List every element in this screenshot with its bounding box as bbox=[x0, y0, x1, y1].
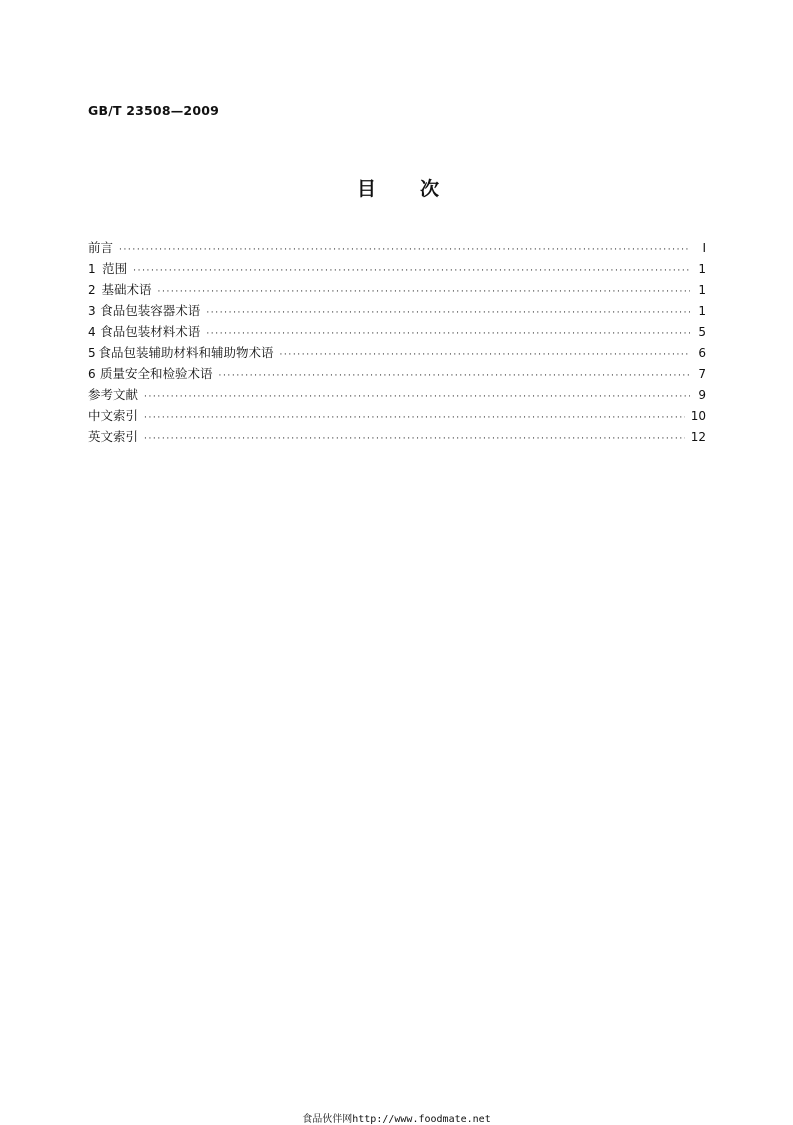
toc-leader-dots bbox=[219, 366, 691, 387]
toc-entry-label: 中文索引 bbox=[88, 408, 139, 423]
toc-entry-foreword[interactable] bbox=[88, 237, 706, 258]
toc-entry-page: 12 bbox=[690, 430, 706, 444]
toc-entry-page: 9 bbox=[698, 388, 706, 402]
toc-entry-label: 质量安全和检验术语 bbox=[99, 366, 213, 381]
toc-entry-label: 基础术语 bbox=[101, 282, 152, 297]
toc-entry-label: 食品包装容器术语 bbox=[100, 303, 201, 318]
toc-entry-scope[interactable] bbox=[88, 258, 706, 279]
toc-entry-label: 前言 bbox=[88, 240, 114, 255]
page-title-char-2: 次 bbox=[420, 178, 440, 200]
toc-entry-label: 英文索引 bbox=[88, 429, 139, 444]
toc-leader-dots bbox=[144, 387, 690, 408]
toc-entry-page: 1 bbox=[698, 304, 706, 318]
toc-entry-bibliography[interactable] bbox=[88, 384, 706, 405]
toc-entry-page: 10 bbox=[690, 409, 706, 423]
page-title bbox=[357, 174, 439, 201]
toc-entry-english-index[interactable] bbox=[88, 426, 706, 447]
toc-entry-label: 食品包装辅助材料和辅助物术语 bbox=[98, 345, 274, 360]
toc-entry-quality-terms[interactable] bbox=[88, 363, 706, 384]
toc-leader-dots bbox=[206, 303, 690, 324]
toc-entry-number: 3 bbox=[88, 304, 96, 318]
toc-entry-auxiliary-terms[interactable] bbox=[88, 342, 706, 363]
footer-watermark: 食品伙伴网http://www.foodmate.net bbox=[302, 1114, 491, 1125]
toc-entry-page: 6 bbox=[698, 346, 706, 360]
toc-entry-page: 5 bbox=[698, 325, 706, 339]
toc-entry-label: 参考文献 bbox=[88, 387, 139, 402]
toc-entry-label: 范围 bbox=[102, 261, 128, 276]
toc-leader-dots bbox=[158, 282, 690, 303]
toc-entry-page: 7 bbox=[698, 367, 706, 381]
toc-entry-material-terms[interactable] bbox=[88, 321, 706, 342]
toc-leader-dots bbox=[119, 240, 690, 261]
toc-entry-container-terms[interactable] bbox=[88, 300, 706, 321]
toc-entry-number: 1 bbox=[88, 262, 96, 276]
toc-leader-dots bbox=[279, 345, 690, 366]
toc-entry-chinese-index[interactable] bbox=[88, 405, 706, 426]
standard-number: GB/T 23508—2009 bbox=[88, 103, 220, 118]
toc-entry-page: Ⅰ bbox=[702, 241, 706, 255]
page-title-char-1: 目 bbox=[357, 178, 377, 200]
toc-entry-basic-terms[interactable] bbox=[88, 279, 706, 300]
toc-entry-number: 6 bbox=[88, 367, 96, 381]
toc-leader-dots bbox=[144, 429, 685, 450]
toc-leader-dots bbox=[133, 261, 690, 282]
toc-leader-dots bbox=[206, 324, 690, 345]
toc-entry-label: 食品包装材料术语 bbox=[100, 324, 201, 339]
toc-entry-page: 1 bbox=[698, 283, 706, 297]
toc-entry-page: 1 bbox=[698, 262, 706, 276]
toc-entry-number: 4 bbox=[88, 325, 96, 339]
toc-entry-number: 2 bbox=[88, 283, 96, 297]
table-of-contents bbox=[88, 237, 706, 447]
toc-entry-number: 5 bbox=[88, 346, 96, 360]
toc-leader-dots bbox=[144, 408, 685, 429]
